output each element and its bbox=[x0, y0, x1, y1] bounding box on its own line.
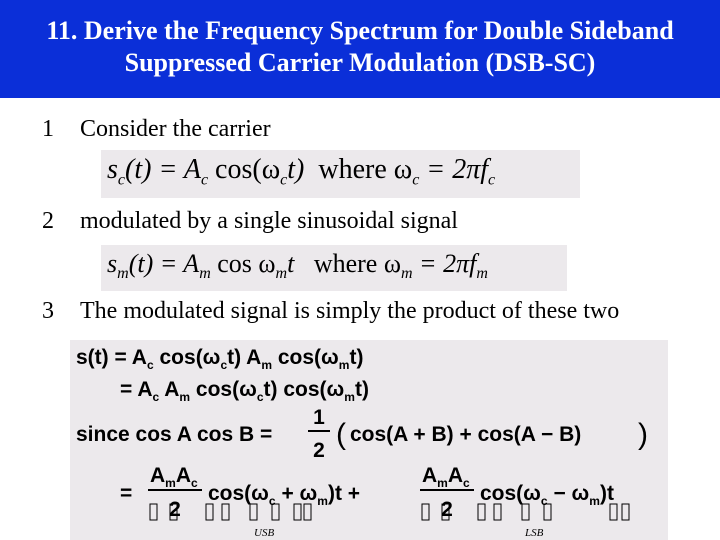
derivation-line-1: $s(t) = A_c$ $\cos(\omega_ct)$ $A_m$ $\cos(\omega_mt)$ bbox=[76, 346, 364, 372]
open-paren: ( bbox=[336, 418, 346, 451]
eq-sub: m bbox=[199, 265, 211, 283]
usb-term: $\cos(\omega_c + \omega_m)t$ + bbox=[208, 482, 361, 508]
eq-sub: c bbox=[280, 171, 288, 189]
identity-rest: cos(A + B) + cos(A − B) bbox=[350, 423, 582, 446]
slide-title-line-1: 11. Derive the Frequency Spectrum for Double Sideband bbox=[46, 16, 674, 45]
list-item-text: The modulated signal is simply the product of these two bbox=[80, 298, 620, 324]
eq-where: where ω bbox=[318, 154, 413, 185]
lsb-term: $\cos(\omega_c - \omega_m)t$ bbox=[480, 482, 614, 508]
signal-equation bbox=[101, 245, 567, 291]
list-item-2 bbox=[42, 208, 458, 235]
list-item-number: 3 bbox=[42, 298, 54, 324]
eq-sub: c bbox=[412, 171, 420, 189]
carrier-equation bbox=[101, 150, 580, 198]
lsb-frac-den: 2 bbox=[441, 498, 453, 521]
lsb-frac-num: $A_mA_c$ bbox=[422, 464, 470, 490]
eq-part: (t) = A bbox=[128, 249, 200, 278]
eq-part: cos ω bbox=[217, 249, 276, 278]
close-paren: ) bbox=[638, 418, 648, 451]
eq-sub: m bbox=[275, 265, 288, 283]
eq-part: t) bbox=[287, 154, 305, 185]
eq-sub: c bbox=[488, 171, 496, 189]
equals-sign: = bbox=[120, 482, 133, 505]
list-item-number: 2 bbox=[42, 208, 54, 234]
slide-title-line-2: Suppressed Carrier Modulation (DSB-SC) bbox=[124, 48, 596, 77]
eq-sub: m bbox=[400, 265, 413, 283]
eq-part: cos(ω bbox=[215, 154, 281, 185]
eq-where: where ω bbox=[313, 249, 401, 278]
usb-frac-den: 2 bbox=[169, 498, 181, 521]
eq-sub: m bbox=[117, 265, 129, 283]
list-item-3 bbox=[42, 298, 619, 325]
list-item-number: 1 bbox=[42, 116, 54, 142]
eq-part: (t) = A bbox=[125, 154, 201, 185]
eq-sub: c bbox=[200, 171, 209, 189]
lsb-label: LSB bbox=[525, 527, 544, 539]
list-item-text: Consider the carrier bbox=[80, 116, 271, 142]
eq-symbol: s bbox=[107, 154, 118, 185]
eq-sub: c bbox=[117, 171, 126, 189]
list-item-text: modulated by a single sinusoidal signal bbox=[80, 208, 458, 234]
dsb-sc-derivation bbox=[70, 340, 668, 540]
half-denominator: 2 bbox=[313, 439, 325, 462]
eq-symbol: s bbox=[107, 249, 118, 278]
usb-frac-num: $A_mA_c$ bbox=[150, 464, 198, 490]
eq-part: = 2πf bbox=[419, 249, 477, 278]
list-item-1 bbox=[42, 116, 271, 143]
derivation-line-2: = $A_c$ $A_m$ $\cos(\omega_ct)$ $\cos(\omega_mt)$ bbox=[120, 378, 369, 404]
eq-part: t bbox=[287, 249, 295, 278]
eq-part: = 2πf bbox=[426, 154, 488, 185]
usb-label: USB bbox=[254, 527, 275, 539]
derivation-since: since cos A cos B = bbox=[76, 423, 273, 446]
half-numerator: 1 bbox=[313, 406, 325, 429]
eq-sub: m bbox=[476, 265, 488, 283]
derivation-svg bbox=[70, 340, 668, 540]
slide-title-bar bbox=[0, 0, 720, 98]
